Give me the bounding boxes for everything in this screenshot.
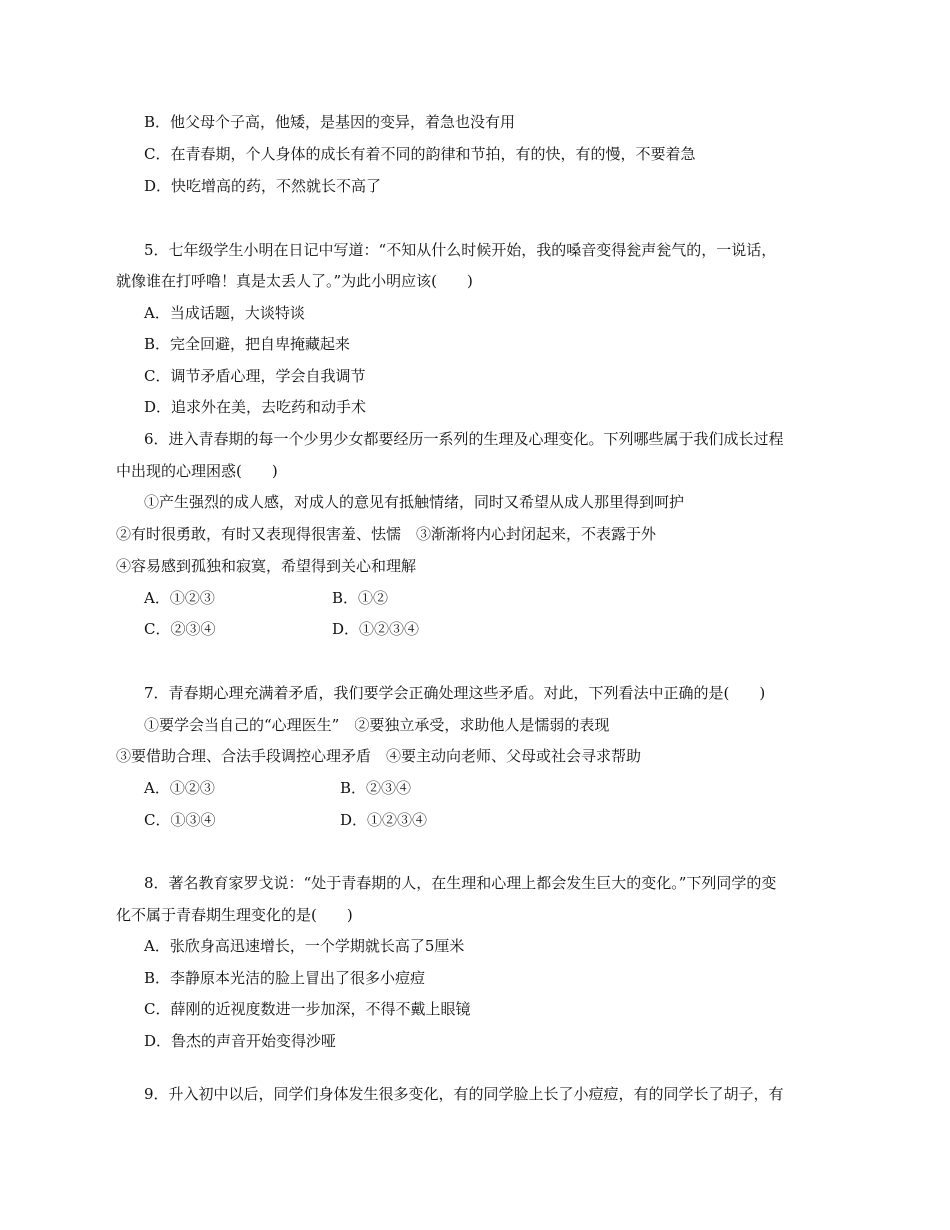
q7-option-d: D．①②③④ <box>340 811 428 829</box>
q7-option-c: C．①③④ <box>144 811 216 829</box>
q5-stem-line-1: 5．七年级学生小明在日记中写道：“不知从什么时候开始，我的嗓音变得瓮声瓮气的，一说话， <box>144 241 777 259</box>
q8-stem-line-2: 化不属于青春期生理变化的是( ) <box>116 906 353 924</box>
q9-stem-line-1: 9．升入初中以后，同学们身体发生很多变化，有的同学脸上长了小痘痘，有的同学长了胡子，有 <box>144 1085 784 1103</box>
q8-option-b: B．李静原本光洁的脸上冒出了很多小痘痘 <box>144 969 426 987</box>
q7-items-1-2: ①要学会当自己的“心理医生” ②要独立承受，求助他人是懦弱的表现 <box>144 716 610 734</box>
q6-option-b: B．①② <box>332 589 389 607</box>
q6-option-a: A．①②③ <box>144 589 215 607</box>
q5-option-b: B．完全回避，把自卑掩藏起来 <box>144 335 351 353</box>
q6-stem-line-2: 中出现的心理困惑( ) <box>116 462 278 480</box>
q5-stem-line-2: 就像谁在打呼噜！真是太丢人了。”为此小明应该( ) <box>116 272 473 290</box>
q5-option-d: D．追求外在美，去吃药和动手术 <box>144 398 367 416</box>
q7-option-b: B．②③④ <box>340 779 412 797</box>
q8-option-a: A．张欣身高迅速增长，一个学期就长高了5厘米 <box>144 937 465 955</box>
q4-option-c: C．在青春期，个人身体的成长有着不同的韵律和节拍，有的快，有的慢，不要着急 <box>144 145 696 163</box>
q7-items-3-4: ③要借助合理、合法手段调控心理矛盾 ④要主动向老师、父母或社会寻求帮助 <box>116 747 642 765</box>
q8-option-c: C．薛刚的近视度数进一步加深，不得不戴上眼镜 <box>144 1000 471 1018</box>
q4-option-d: D．快吃增高的药，不然就长不高了 <box>144 177 382 195</box>
q7-stem: 7．青春期心理充满着矛盾，我们要学会正确处理这些矛盾。对此，下列看法中正确的是( ) <box>144 684 766 702</box>
q8-stem-line-1: 8．著名教育家罗戈说：“处于青春期的人，在生理和心理上都会发生巨大的变化。”下列同学的变 <box>144 874 777 892</box>
q6-items-2-3: ②有时很勇敢，有时又表现得很害羞、怯懦 ③渐渐将内心封闭起来，不表露于外 <box>116 525 657 543</box>
q6-item-1: ①产生强烈的成人感，对成人的意见有抵触情绪，同时又希望从成人那里得到呵护 <box>144 493 685 511</box>
q5-option-c: C．调节矛盾心理，学会自我调节 <box>144 367 366 385</box>
q6-option-d: D．①②③④ <box>332 620 420 638</box>
q5-option-a: A．当成话题，大谈特谈 <box>144 304 305 322</box>
q8-option-d: D．鲁杰的声音开始变得沙哑 <box>144 1032 337 1050</box>
q6-item-4: ④容易感到孤独和寂寞，希望得到关心和理解 <box>116 557 417 575</box>
q7-option-a: A．①②③ <box>144 779 215 797</box>
q4-option-b: B．他父母个子高，他矮，是基因的变异，着急也没有用 <box>144 113 516 131</box>
q6-option-c: C．②③④ <box>144 620 216 638</box>
q6-stem-line-1: 6．进入青春期的每一个少男少女都要经历一系列的生理及心理变化。下列哪些属于我们成长过程 <box>144 430 784 448</box>
